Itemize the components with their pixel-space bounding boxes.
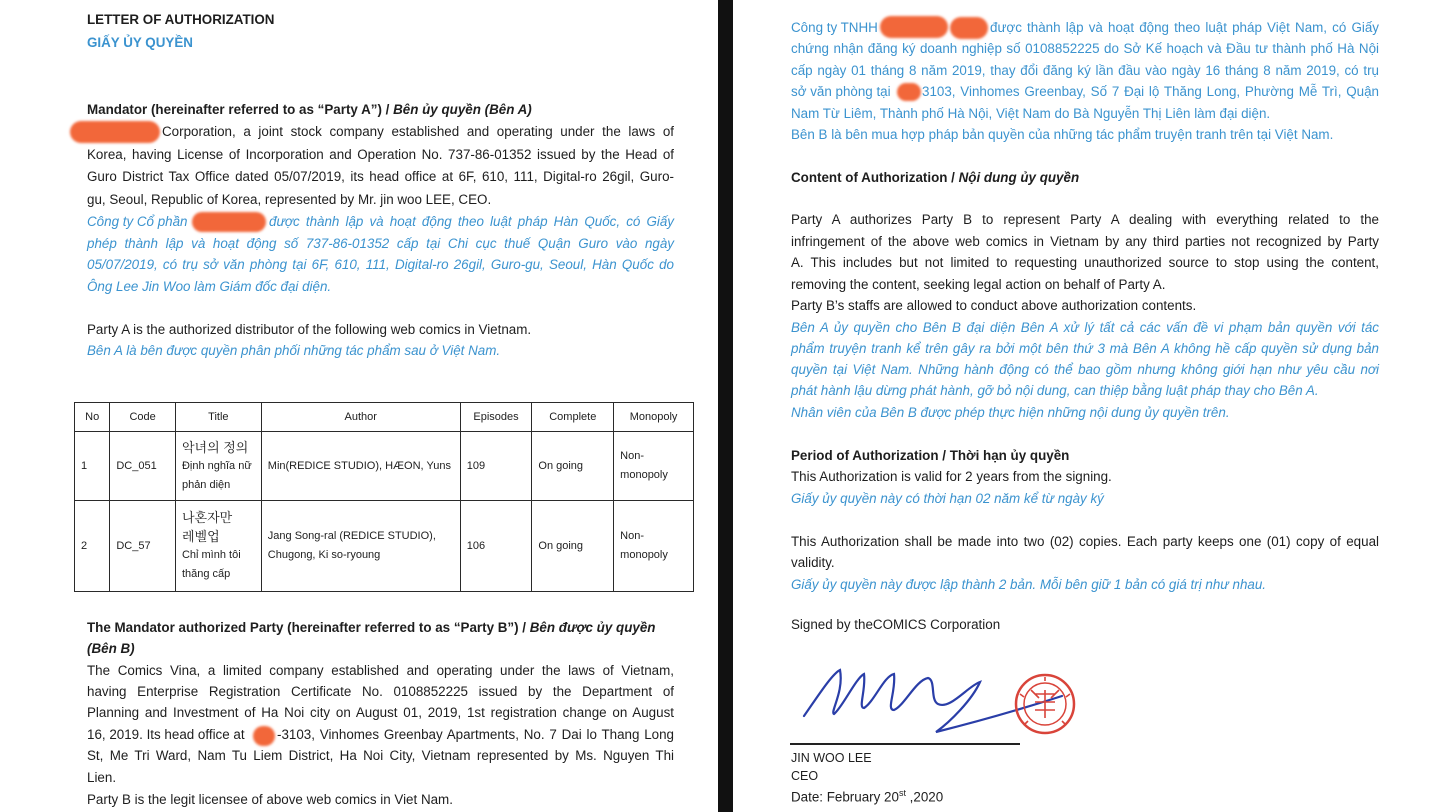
content-vi-line-2: phẩm truyện tranh kể trên gây ra bởi một bên thứ 3 mà Bên A không hề cấp quyền sử dụng bản — [791, 341, 1379, 356]
party-a-vi-line-3: 05/07/2019, có trụ sở văn phòng tại 6F, 610, 111, Digital-ro 26gil, Guro-gu, Seoul, Hàn Quốc do — [87, 257, 674, 272]
row-title: 나혼자만 레벨업 Chỉ mình tôi thăng cấp — [175, 501, 261, 592]
signature-line — [790, 743, 1020, 745]
party-a-line-1: Corporation, a joint stock company established and operating under the laws of — [162, 124, 674, 139]
signer-name: JIN WOO LEE — [791, 751, 872, 765]
document-page-left — [0, 0, 718, 812]
row-code: DC_57 — [110, 501, 176, 592]
content-vi-line-3: quyền tại Việt Nam. Những hành động có thể bao gồm nhưng không giới hạn như yêu cầu nơi — [791, 362, 1379, 377]
party-b-vi-prefix: Công ty TNHH — [791, 20, 878, 35]
copies-line-1: This Authorization shall be made into two (02) copies. Each party keeps one (01) copy of equal — [791, 534, 1379, 549]
row-no: 2 — [75, 501, 110, 592]
party-a-vi-prefix: Công ty Cổ phần — [87, 214, 188, 229]
row-monopoly: Non- monopoly — [614, 501, 694, 592]
party-b-line-4-suffix: -3103, Vinhomes Greenbay Apartments, No. 7 Dai lo Thang Long — [277, 727, 674, 742]
party-b-line-1: The Comics Vina, a limited company established and operating under the laws of Vietnam, — [87, 663, 674, 678]
party-a-vi-suffix: được thành lập và hoạt động theo luật pháp Hàn Quốc, có Giấy — [269, 214, 674, 229]
row-author: Jang Song-ral (REDICE STUDIO), Chugong, Ki so-ryoung — [261, 501, 460, 592]
signer-title: CEO — [791, 769, 819, 783]
redaction-mark — [897, 83, 921, 101]
party-a-vi-line-4: Ông Lee Jin Woo làm Giám đốc đại diện. — [87, 279, 332, 294]
col-no: No — [75, 403, 110, 432]
distributor-statement-vi: Bên A là bên được quyền phân phối những tác phẩm sau ở Việt Nam. — [87, 343, 501, 358]
party-b-line-3: Planning and Investment of Ha Noi city on August 01, 2019, 1st registration change on August — [87, 705, 674, 720]
party-b-heading: The Mandator authorized Party (hereinafter referred to as “Party B”) / Bên được ủy quyền — [87, 620, 656, 635]
letter-title: LETTER OF AUTHORIZATION — [87, 12, 275, 27]
row-author: Min(REDICE STUDIO), HÆON, Yuns — [261, 432, 460, 501]
party-b-line-6: Lien. — [87, 770, 117, 785]
redaction-mark — [880, 16, 948, 38]
party-b-vi-line-4-prefix: sở văn phòng tại — [791, 84, 891, 99]
col-episodes: Episodes — [460, 403, 532, 432]
row-complete: On going — [532, 432, 614, 501]
party-b-vi-line-4-suffix: 3103, Vinhomes Greenbay, Số 7 Đại lộ Thăng Long, Phường Mễ Trì, Quận — [922, 84, 1379, 99]
party-b-vi-line-6: Bên B là bên mua hợp pháp bản quyền của những tác phẩm truyện tranh trên tại Việt Nam. — [791, 127, 1334, 142]
content-heading: Content of Authorization / Nội dung ủy quyền — [791, 170, 1080, 185]
row-no: 1 — [75, 432, 110, 501]
content-en-line-4: removing the content, seeking legal action on behalf of Party A. — [791, 277, 1166, 292]
party-b-heading-vi: (Bên B) — [87, 641, 135, 656]
row-monopoly: Non- monopoly — [614, 432, 694, 501]
mandator-heading: Mandator (hereinafter referred to as “Party A”) / Bên ủy quyền (Bên A) — [87, 102, 532, 117]
content-vi-line-1: Bên A ủy quyền cho Bên B đại diện Bên A xử lý tất cả các vấn đề vi phạm bản quyền với tác — [791, 320, 1379, 335]
col-complete: Complete — [532, 403, 614, 432]
party-b-line-2: having Enterprise Registration Certificate No. 0108852225 issued by the Department of — [87, 684, 674, 699]
party-b-vi-line-1: được thành lập và hoạt động theo luật pháp Việt Nam, có Giấy — [990, 20, 1379, 35]
redaction-mark — [70, 121, 160, 143]
party-a-line-3: Guro District Tax Office dated 05/07/2019, its head office at 6F, 610, 111, Digital-ro 26gil, Guro- — [87, 169, 674, 184]
row-title: 악녀의 정의 Định nghĩa nữ phản diện — [175, 432, 261, 501]
signature-image — [800, 656, 1090, 746]
signed-by: Signed by theCOMICS Corporation — [791, 617, 1001, 632]
copies-statement-vi: Giấy ủy quyền này được lập thành 2 bản. Mỗi bên giữ 1 bản có giá trị như nhau. — [791, 577, 1267, 592]
party-b-vi-line-5: Nam Từ Liêm, Thành phố Hà Nội, Việt Nam do Bà Nguyễn Thị Liên làm đại diện. — [791, 106, 1271, 121]
table-row — [75, 501, 694, 592]
row-complete: On going — [532, 501, 614, 592]
content-vi-line-4: phát hành lậu dừng phát hành, gỡ bỏ nội dung, can thiệp bằng luật pháp thay cho Bên A. — [791, 383, 1319, 398]
party-b-line-4-prefix: 16, 2019. Its head office at — [87, 727, 245, 742]
redaction-mark — [950, 17, 988, 39]
col-author: Author — [261, 403, 460, 432]
party-a-vi-line-2: phép thành lập và hoạt động số 737-86-01352 cấp tại Chi cục thuế Quận Guro vào ngày — [87, 236, 674, 251]
licensee-statement: Party B is the legit licensee of above web comics in Viet Nam. — [87, 792, 453, 807]
party-b-vi-line-3: cấp ngày 01 tháng 8 năm 2019, thay đổi đăng ký lần đầu vào ngày 16 tháng 8 năm 2019, có trụ — [791, 63, 1379, 78]
signing-date: Date: February 20st ,2020 — [791, 788, 944, 805]
party-a-line-2: Korea, having License of Incorporation and Operation No. 737-86-01352 issued by the Head of — [87, 147, 674, 162]
col-title: Title — [175, 403, 261, 432]
content-en-line-1: Party A authorizes Party B to represent Party A dealing with everything related to the — [791, 212, 1379, 227]
party-b-line-5: St, Me Tri Ward, Nam Tu Liem District, Ha Noi City, Vietnam represented by Ms. Nguyen Thi — [87, 748, 674, 763]
period-statement: This Authorization is valid for 2 years from the signing. — [791, 469, 1112, 484]
company-seal — [1016, 675, 1074, 733]
party-a-line-4: gu, Seoul, Republic of Korea, represented by Mr. jin woo LEE, CEO. — [87, 192, 492, 207]
content-vi-line-5: Nhân viên của Bên B được phép thực hiện những nội dung ủy quyền trên. — [791, 405, 1230, 420]
table-row — [75, 432, 694, 501]
comics-table — [74, 402, 694, 592]
content-en-line-5: Party B’s staffs are allowed to conduct above authorization contents. — [791, 298, 1197, 313]
col-code: Code — [110, 403, 176, 432]
letter-title-vi: GIẤY ỦY QUYỀN — [87, 35, 193, 50]
row-episodes: 109 — [460, 432, 532, 501]
copies-line-2: validity. — [791, 555, 835, 570]
party-b-vi-line-2: chứng nhận đăng ký doanh nghiệp số 0108852225 do Sở Kế hoạch và Đầu tư thành phố Hà Nội — [791, 41, 1379, 56]
redaction-mark — [192, 212, 266, 232]
table-header-row — [75, 403, 694, 432]
row-code: DC_051 — [110, 432, 176, 501]
distributor-statement: Party A is the authorized distributor of the following web comics in Vietnam. — [87, 322, 532, 337]
period-heading: Period of Authorization / Thời hạn ủy quyền — [791, 448, 1070, 463]
period-statement-vi: Giấy ủy quyền này có thời hạn 02 năm kể từ ngày ký — [791, 491, 1104, 506]
content-en-line-3: A. This includes but not limited to requesting unauthorized source to stop using the content, — [791, 255, 1379, 270]
content-en-line-2: infringement of the above web comics in Vietnam by any third parties not recognized by Party — [791, 234, 1379, 249]
col-monopoly: Monopoly — [614, 403, 694, 432]
redaction-mark — [253, 726, 275, 746]
row-episodes: 106 — [460, 501, 532, 592]
